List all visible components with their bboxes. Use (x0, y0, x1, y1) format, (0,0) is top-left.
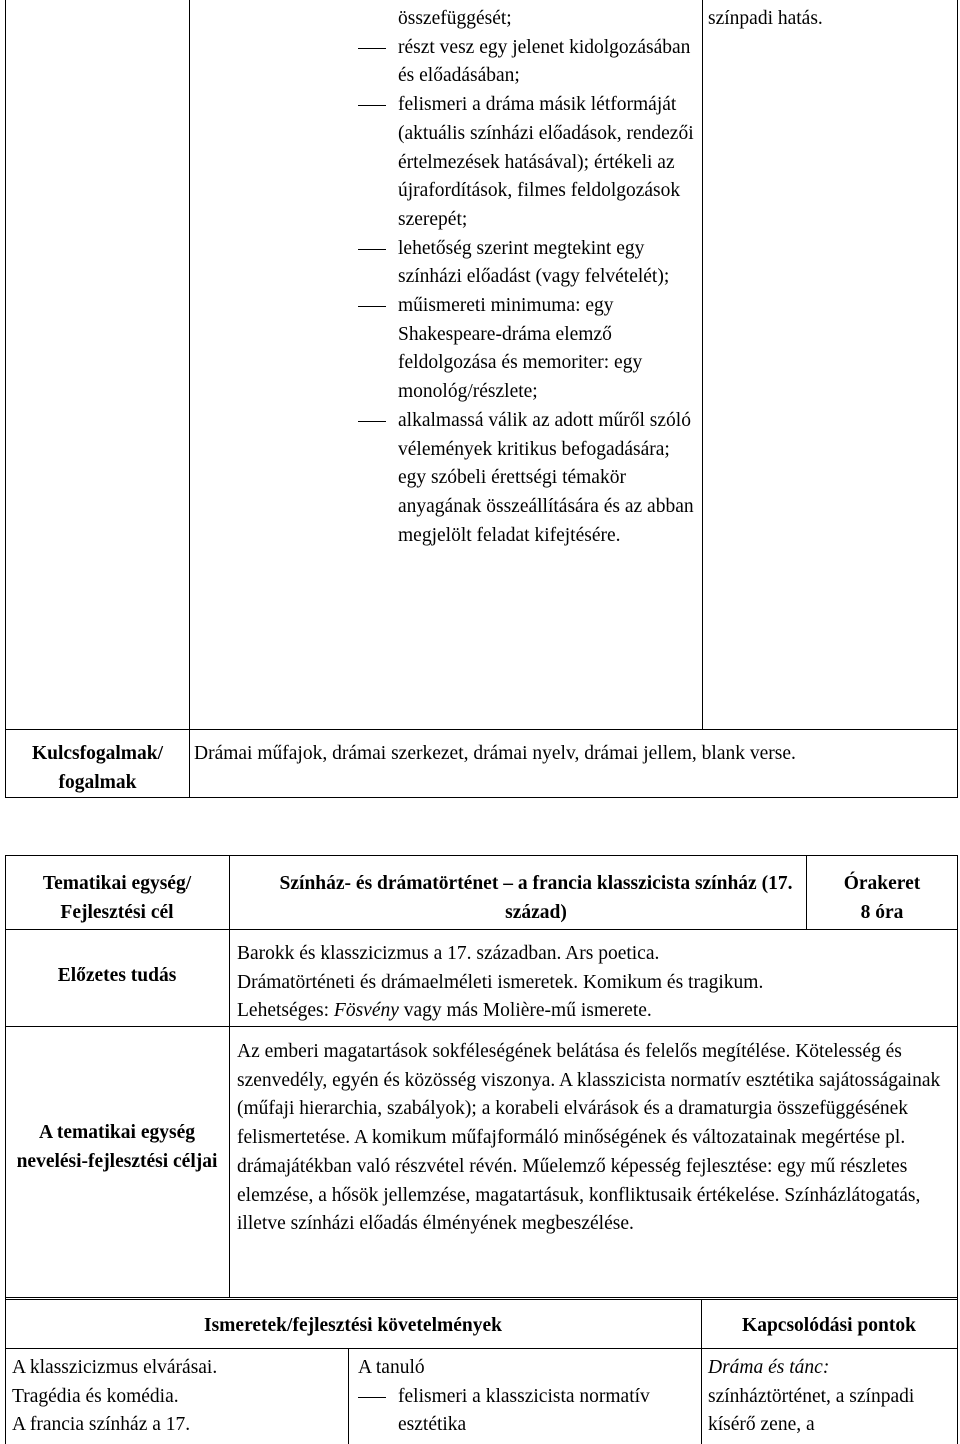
unit-label: Tematikai egység/ Fejlesztési cél (42, 873, 192, 923)
prior-knowledge-text (237, 940, 955, 1026)
goals-label: A tematikai egység nevelési-fejlesztési céljai (16, 1122, 218, 1172)
prior-line-suffix: vagy más Molière-mű ismerete. (398, 1000, 652, 1022)
key-concepts-label: Kulcsfogalmak/ fogalmak (31, 743, 164, 793)
goals-text: Az emberi magatartások sokféleségének belátása és felelős megítélése. Kötelesség és szenvedély, egyén és közösség viszonya. A klasszicista normatív esztétika sajátosságainak (műfaji hierarchia, szabályok); a korabeli elvárások és a dramaturgia összefüggésének felismertetése. A komikum műfajformáló minőségének és változatainak megértése pl. drámajátékban való részvétel révén. Műelemző képesség fejlesztése: egy mű részletes elemzése, a hősök jellemzése, magatartásuk, konfliktusaik értékelése. Színházlátogatás, illetve színházi előadás élményének megbeszélése. (237, 1041, 941, 1235)
requirement-item: alkalmassá válik az adott műről szóló vélemények kritikus befogadására; egy szóbeli érettségi témakör anyagának összeállítására és az abban megjelölt feladat kifejtésére. (358, 407, 698, 551)
connections-continuation: színpadi hatás. (708, 8, 823, 29)
requirement-item: részt vesz egy jelenet kidolgozásában és előadásában; (358, 34, 698, 91)
key-concepts-text: Drámai műfajok, drámai szerkezet, drámai nyelv, drámai jellem, blank verse. (194, 743, 796, 764)
prior-line (237, 997, 955, 1026)
requirement-item: műismereti minimuma: egy Shakespeare-dráma elemző feldolgozása és memoriter: egy monológ/részlete; (358, 292, 698, 407)
connections-cell (708, 1354, 953, 1440)
requirements-continuation: összefüggését; (398, 8, 512, 29)
connections-header: Kapcsolódási pontok (742, 1315, 916, 1336)
learner-label: A tanuló (358, 1357, 425, 1378)
knowledge-item: A klasszicizmus elvárásai. (12, 1357, 218, 1378)
requirements-header: Ismeretek/fejlesztési követelmények (204, 1315, 502, 1336)
work-title: Fösvény (333, 1000, 399, 1022)
learner-cell (358, 1354, 698, 1440)
connection-subject (708, 1354, 953, 1383)
hours-label: Órakeret (843, 873, 921, 894)
connection-text: színháztörténet, a színpadi kísérő zene, a (708, 1385, 915, 1436)
hours-value: 8 óra (860, 902, 904, 923)
prior-knowledge-label: Előzetes tudás (57, 965, 177, 986)
requirement-item: lehetőség szerint megtekint egy színházi előadást (vagy felvételét); (358, 235, 698, 292)
connection-subject-label: Dráma és tánc: (708, 1357, 830, 1378)
unit-title: Színház- és drámatörténet – a francia klasszicista színház (17. század) (279, 873, 793, 923)
learner-item: felismeri a klasszicista normatív esztétika (358, 1383, 698, 1440)
requirement-item: felismeri a dráma másik létformáját (aktuális színházi előadások, rendezői értelmezések hatásával); értékeli az újrafordítások, filmes feldolgozások szerepét; (358, 91, 698, 235)
requirements-cell (358, 5, 698, 550)
prior-line: Barokk és klasszicizmus a 17. században. Ars poetica. (237, 943, 660, 964)
learner-list (358, 1383, 698, 1440)
knowledge-cell (12, 1354, 346, 1440)
requirements-list (358, 34, 698, 551)
prior-line: Drámatörténeti és drámaelméleti ismeretek. Komikum és tragikum. (237, 971, 764, 993)
prior-line-prefix: Lehetséges: (237, 1000, 334, 1022)
knowledge-item: A francia színház a 17. (12, 1414, 191, 1436)
knowledge-item: Tragédia és komédia. (12, 1385, 179, 1407)
